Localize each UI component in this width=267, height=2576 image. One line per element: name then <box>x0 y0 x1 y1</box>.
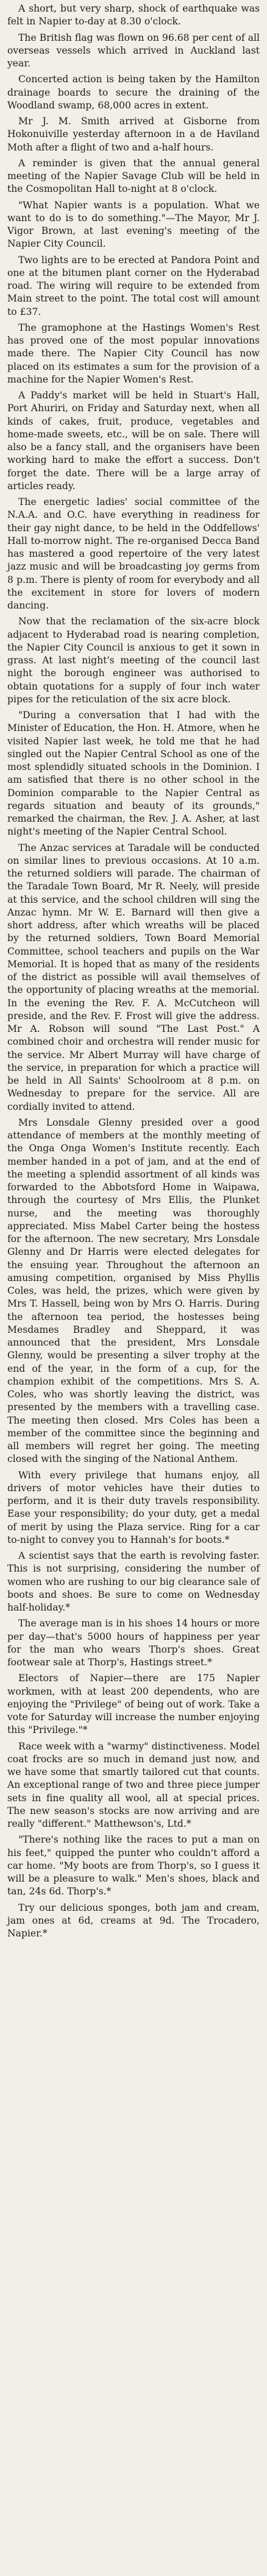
advert-paragraph-trocadero: Try our delicious sponges, both jam and cream, jam ones at 6d, creams at 9d. The Trocadero, Napier.* <box>7 1902 260 1939</box>
news-paragraph-anzac-taradale: The Anzac services at Taradale will be conducted on similar lines to previous occasions. At 10 a.m. the returned soldiers will parade. The chairman of the Taradale Town Board, Mr R. Neely, will preside at this service, and the school children will sing the Anzac hymn. Mr W. E. Barnard will then give a short address, after which wreaths will be placed by the returned soldiers, Town Board Memorial Committee, school teachers and pupils on the War Memorial. It is hoped that as many of the residents of the district as possible will avail themselves of the opportunity of placing wreaths at the memorial. In the evening the Rev. F. A. McCutcheon will preside, and the Rev. F. Frost will give the address. Mr A. Robson will sound "The Last Post." A combined choir and orchestra will render music for the service. Mr Albert Murray will have charge of the service, in preparation for which a practice will be held in All Saints' Schoolroom at 8 p.m. on Wednesday to prepare for the service. All are cordially invited to attend. <box>7 842 260 1112</box>
advert-paragraph-electors: Electors of Napier—there are 175 Napier workmen, with at least 200 dependents, who are enjoying the "Privilege" of being out of work. Take a vote for Saturday will increase the number enjoying this "Privilege."* <box>7 1673 260 1736</box>
news-paragraph-swamp-drainage: Concerted action is being taken by the Hamilton drainage boards to secure the draining of the Woodland swamp, 68,000 acres in extent. <box>7 74 260 111</box>
news-paragraph-social-dance: The energetic ladies' social committee of the N.A.A. and O.C. have everything in readiness for their gay night dance, to be held in the Oddfellows' Hall to-morrow night. The re-organised Decca Band has mastered a good repertoire of the very latest jazz music and will be broadcasting joy germs from 8 p.m. There is plenty of room for everybody and all the excitement in store for lovers of modern dancing. <box>7 496 260 611</box>
advert-paragraph-clearance-sale: A scientist says that the earth is revolving faster. This is not surprising, considering the number of women who are rushing to our big clearance sale of boots and shoes. Be sure to come on Wednesday half-holiday.* <box>7 1550 260 1613</box>
news-paragraph-paddys-market: A Paddy's market will be held in Stuart's Hall, Port Ahuriri, on Friday and Saturday next, when all kinds of cakes, fruit, produce, vegetables and home-made sweets, etc., will be on sale. There will also be a fancy stall, and the organisers have been working hard to make the effort a success. Don't forget the date. There will be a large array of articles ready. <box>7 390 260 492</box>
news-paragraph-british-flag: The British flag was flown on 96.68 per cent of all overseas vessels which arrived in Auckland last year. <box>7 32 260 69</box>
news-paragraph-savage-club: A reminder is given that the annual general meeting of the Napier Savage Club will be held in the Cosmopolitan Hall to-night at 8 o'clock. <box>7 157 260 195</box>
news-paragraph-pandora-lights: Two lights are to be erected at Pandora Point and one at the bitumen plant corner on the Hyderabad road. The wiring will require to be extended from Main street to the point. The total cost will amount to £37. <box>7 254 260 317</box>
news-paragraph-gramophone: The gramophone at the Hastings Women's Rest has proved one of the most popular innovations made there. The Napier City Council has now placed on its estimates a sum for the provision of a machine for the Napier Women's Rest. <box>7 322 260 385</box>
advert-paragraph-matthewsons: Race week with a "warmy" distinctiveness. Model coat frocks are so much in demand just now, and we have some that smartly tailored cut that counts. An exceptional range of two and three piece jumper sets in fine quality all wool, all at special prices. The new season's stocks are now arriving and are really "different." Matthewson's, Ltd.* <box>7 1740 260 1829</box>
news-paragraph-womens-institute: Mrs Lonsdale Glenny presided over a good attendance of members at the monthly meeting of the Onga Onga Women's Institute recently. Each member handed in a pot of jam, and at the end of the meeting a splendid assortment of all kinds was forwarded to the Abbotsford Home in Waipawa, through the courtesy of Mrs Ellis, the Plunket nurse, and the meeting was thoroughly appreciated. Miss Mabel Carter being the hostess for the afternoon. The new secretary, Mrs Lonsdale Glenny and Dr Harris were elected delegates for the ensuing year. Throughout the afternoon an amusing competition, organised by Miss Phyllis Coles, was held, the prizes, which were given by Mrs T. Hassell, being won by Mrs O. Harris. During the afternoon tea period, the hostesses being Mesdames Bradley and Sheppard, it was announced that the president, Mrs Lonsdale Glenny, would be presenting a silver trophy at the end of the year, in the form of a cup, for the champion exhibit of the competitions. Mrs S. A. Coles, who was shortly leaving the district, was presented by the members with a travelling case. The meeting then closed. Mrs Coles has been a member of the committee since the beginning and all members will regret her going. The meeting closed with the singing of the National Anthem. <box>7 1117 260 1465</box>
news-paragraph-reclamation: Now that the reclamation of the six-acre block adjacent to Hyderabad road is nearing completion, the Napier City Council is anxious to get it sown in grass. At last night's meeting of the council last night the borough engineer was authorised to obtain quotations for a supply of four inch water pipes for the reticulation of the six acre block. <box>7 616 260 705</box>
news-column <box>7 0 260 1940</box>
advert-paragraph-thorps-shoes: The average man is in his shoes 14 hours or more per day—that's 5000 hours of happiness per year for the man who wears Thorp's shoes. Great footwear sale at Thorp's, Hastings street.* <box>7 1618 260 1668</box>
news-paragraph-earthquake: A short, but very sharp, shock of earthquake was felt in Napier to-day at 8.30 o'clock. <box>7 3 260 27</box>
news-paragraph-central-school: "During a conversation that I had with the Minister of Education, the Hon. H. Atmore, when he visited Napier last week, he told me that he had singled out the Napier Central School as one of the most splendidly situated schools in the Dominion. I am satisfied that there is no other school in the Dominion comparable to the Napier Central as regards situation and beauty of its grounds," remarked the chairman, the Rev. J. A. Asher, at last night's meeting of the Napier Central School. <box>7 710 260 838</box>
advert-paragraph-races-thorps: "There's nothing like the races to put a man on his feet," quipped the punter who couldn't afford a car home. "My boots are from Thorp's, so I guess it will be a pleasure to walk." Men's shoes, black and tan, 24s 6d. Thorp's.* <box>7 1834 260 1897</box>
news-paragraph-mayor-quote: "What Napier wants is a population. What we want to do is to do something."—The Mayor, Mr J. Vigor Brown, at last evening's meeting of the Napier City Council. <box>7 199 260 250</box>
advert-paragraph-plaza-service: With every privilege that humans enjoy, all drivers of motor vehicles have their duties to perform, and it is their duty travels responsibility. Ease your responsibility; do your duty, get a medal of merit by using the Plaza service. Ring for a car to-night to convey you to Hannah's for boots.* <box>7 1469 260 1545</box>
news-paragraph-gisborne-flight: Mr J. M. Smith arrived at Gisborne from Hokonuiville yesterday afternoon in a de Haviland Moth after a flight of two and a-half hours. <box>7 116 260 153</box>
